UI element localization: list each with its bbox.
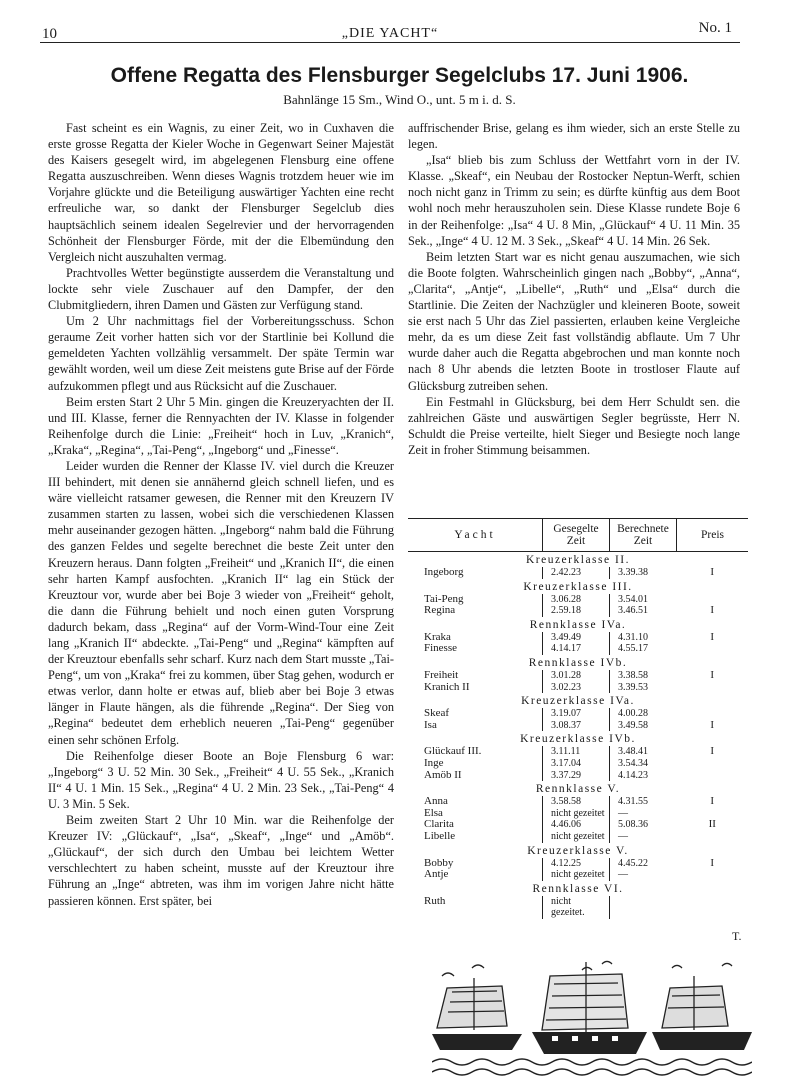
computed-time-column-header: Berechnete Zeit (610, 519, 677, 552)
prize-column-header: Preis (677, 519, 749, 552)
class-heading: Rennklasse IVa. (529, 618, 627, 631)
class-heading: Kreuzerklasse IVa. (521, 695, 635, 708)
sailed-time: 4.14.17 (543, 643, 610, 655)
paragraph: Fast scheint es ein Wagnis, zu einer Zeit, wo in Cuxhaven die erste grosse Regatta der Kieler Woche in Gegenwart Seiner Majestät des Kaisers gesegelt wird, im abgelegenen Flensburg eine offene Regatta auszuschreiben. Wenn dieses Wagnis trotzdem heuer wie im Vorjahre glückte und die Beteiligung auswärtiger Yachten eine recht erfreuliche war, so dankt der Flensburger Segelclub dies hauptsächlich seinem idealen Segelrevier und der hervorragenden Schönheit der Flensburger Förde, mit der die Elbemündung den Vergleich nicht auszuhalten vermag. (48, 121, 394, 264)
sailed-time: 2.59.18 (543, 605, 610, 617)
computed-time: 3.38.58 (618, 669, 648, 681)
class-heading-row (408, 655, 748, 670)
yacht-name: Skeaf (424, 707, 450, 720)
class-heading-row (408, 579, 748, 594)
sailed-time: 3.17.04 (543, 758, 610, 770)
yacht-name: Amöb II (424, 768, 462, 781)
class-heading: Rennklasse V. (535, 783, 621, 796)
yacht-name: Ingeborg (424, 566, 464, 578)
prize: I (710, 856, 715, 869)
sailed-time: 3.58.58 (543, 796, 610, 808)
table-row (408, 643, 748, 655)
table-row (408, 605, 748, 617)
class-heading-row (408, 617, 748, 632)
paragraph: Beim letzten Start war es nicht genau auszumachen, wie sich die Boote folgten. Wahrscheinlich gingen nach „Bobby“, „Anna“, „Clarita“, „Antje“, „Libelle“, „Ruth“ und „Elsa“ durch die Startlinie. Die Zeiten der Nachzügler und kleineren Boote, soweit sie erst nach 5 Uhr das Ziel passierten, erlauben keine Vergleiche mehr, da es um diese Zeit fast vollständig abflaute. Um 7 Uhr wurde daher auch die Regatta abgebrochen und man konnte noch nach 8 Uhr abends die letzten Boote in trostloser Flaute auf Glücksburg zutreiben sehen. (408, 249, 740, 393)
class-heading: Rennklasse IVb. (528, 656, 628, 669)
sailed-time: 3.02.23 (543, 682, 610, 694)
computed-time: 3.48.41 (618, 746, 648, 758)
yacht-name: Bobby (424, 856, 454, 869)
yacht-name: Clarita (424, 818, 454, 831)
running-header (40, 20, 740, 43)
table-row (408, 746, 748, 758)
computed-time: 3.39.53 (618, 681, 648, 693)
table-row (408, 831, 748, 843)
table-row (408, 770, 748, 782)
class-heading: Kreuzerklasse IVb. (520, 733, 636, 746)
table-row (408, 682, 748, 694)
paragraph: auffrischender Brise, gelang es ihm wieder, sich an erste Stelle zu legen. (408, 121, 740, 152)
sailed-time-column-header: Gesegelte Zeit (543, 519, 610, 552)
class-heading: Rennklasse VI. (532, 882, 624, 895)
sailed-time: 3.19.07 (543, 708, 610, 720)
class-heading-row (408, 781, 748, 796)
class-heading-row (408, 843, 748, 858)
prize (677, 643, 749, 655)
issue-number: No. 1 (698, 20, 732, 36)
paragraph: Um 2 Uhr nachmittags fiel der Vorbereitungsschuss. Schon geraume Zeit vorher hatten sich vor der Startlinie bei Kollund die gemeldeten Yachten vollzählig versammelt. Der späte Termin war gewählt worden, weil um diese Zeit meistens gute Brise auf der Förde aufzukommen pflegt und aus Rücksicht auf die Zuschauer. (48, 314, 394, 393)
yacht-name: Inge (424, 756, 444, 769)
sailed-time: nicht gezeitet. (543, 896, 610, 919)
table-row (408, 670, 748, 682)
prize: I (710, 745, 715, 758)
author-signature: T. (732, 929, 742, 943)
computed-time: — (618, 807, 628, 819)
prize (677, 831, 749, 843)
class-heading-row (408, 693, 748, 708)
paragraph: „Isa“ blieb bis zum Schluss der Wettfahrt vorn in der IV. Klasse. „Skeaf“, ein Neubau der Rostocker Neptun-Werft, schien noch nicht ganz in Trimm zu sein; es dürfte künftig aus dem Boot wohl noch mehr herauszuholen sein. Diese Klasse rundete Boje 6 in der Reihenfolge: „Isa“ 4 U. 8 Min, „Glückauf“ 4 U. 11 Min. 35 Sek., „Inge“ 4 U. 12 M. 3 Sek., „Skeaf“ 4 U. 14 Min. 26 Sek. (408, 153, 740, 248)
article-subtitle: Bahnlänge 15 Sm., Wind O., unt. 5 m i. d. S. (283, 92, 516, 107)
computed-time: 4.31.55 (618, 796, 648, 808)
yacht-name: Freiheit (424, 668, 459, 681)
sailed-time: nicht gezeitet (543, 808, 610, 820)
right-column (408, 120, 740, 458)
prize: I (710, 795, 715, 808)
computed-time: — (618, 830, 628, 842)
left-column (48, 120, 394, 909)
class-heading-row (408, 731, 748, 746)
paragraph: Ein Festmahl in Glücksburg, bei dem Herr Schuldt sen. die zahlreichen Gäste und auswärtigen Segler begrüsste, Herr N. Schuldt die Preise verteilte, hielt Sieger und Besiegte noch lange Zeit in froher Stimmung beisammen. (408, 394, 740, 457)
table-row (408, 567, 748, 579)
class-heading: Kreuzerklasse II. (525, 554, 631, 566)
class-heading: Kreuzerklasse III. (523, 580, 633, 593)
computed-time: 3.49.58 (618, 719, 648, 731)
class-heading-row (408, 881, 748, 896)
prize: I (710, 604, 715, 617)
prize (677, 682, 749, 694)
computed-time: 4.31.10 (618, 631, 648, 643)
table-row (408, 758, 748, 770)
table-row (408, 819, 748, 831)
yacht-name: Anna (424, 795, 448, 808)
computed-time: 5.08.36 (618, 819, 648, 831)
computed-time: — (618, 869, 628, 881)
prize (677, 708, 749, 720)
yacht-name: Kranich II (424, 680, 470, 693)
sailed-time: 4.12.25 (543, 858, 610, 870)
table-row (408, 708, 748, 720)
yacht-name: Ruth (424, 894, 446, 907)
computed-time: 3.54.34 (618, 757, 648, 769)
sailed-time: 3.11.11 (543, 746, 610, 758)
paragraph: Die Reihenfolge dieser Boote an Boje Flensburg 6 war: „Ingeborg“ 3 U. 52 Min. 30 Sek., „Freiheit“ 4 U. 55 Sek., „Kranich II“ 4 U. 1 Min. 15 Sek., „Regina“ 4 U. 2 Min. 23 Sek., „Tai-Peng“ 4 U. 3 Min. 5 Sek. (48, 748, 394, 811)
class-heading: Kreuzerklasse V. (527, 844, 629, 857)
computed-time (610, 896, 677, 919)
sailed-time: 2.42.23 (543, 567, 610, 579)
sailed-time: nicht gezeitet (543, 831, 610, 843)
prize (677, 770, 749, 782)
yacht-name: Libelle (424, 829, 456, 842)
paragraph: Leider wurden die Renner der Klasse IV. viel durch die Kreuzer III behindert, mit denen sie annähernd gleich schnell liefen, und es wäre vielleicht ratsamer gewesen, die Renner mit den Kreuzern IV zusammen starten zu lassen, wobei sich die verschiedenen Klassen mehr auseinander gezogen hätten. „Ingeborg“ nahm bald die Führung des ganzen Feldes und segelte berechnet die beste Zeit unter den Kreuzern heraus. Dann folgten „Freiheit“ und „Kranich II“, die einen sehr harten Kampf ausfochten. „Kranich II“ lag ein Stück der Kreuztour vor, wurde aber bei Boje 3 wieder von „Freiheit“ geholt, die dann die Führung behielt und noch einen guten Vorsprung dadurch bekam, dass „Regina“ auf der Vorm-Wind-Tour eine Zeit lang „Kranich II“ abdeckte. „Tai-Peng“ und „Regina“ kämpften auf der Kreuztour ebenfalls sehr scharf. Kurz nach dem Start musste „Tai-Peng“, um von „Kraka“ frei zu kommen, über Stag gehen, wodurch er etwas verlor, dann holte er etwas auf, blieb aber bei Boje 3 etwas länger in Flaute hängen, als die führende „Regina“. Der Sieg von „Regina“ bedeutet dem erheblich neueren „Tai-Peng“ gegenüber einen sehr schönen Erfolg. (48, 458, 394, 747)
table-row (408, 632, 748, 644)
article-title: Offene Regatta des Flensburger Segelclubs 17. Juni 1906. (110, 64, 689, 87)
yacht-column-header: Yacht (408, 519, 543, 552)
page-number: 10 (42, 26, 57, 42)
results-header-row (408, 519, 748, 552)
paragraph: Beim zweiten Start 2 Uhr 10 Min. war die Reihenfolge der Kreuzer IV: „Glückauf“, „Isa“, „Skeaf“, „Inge“ und „Amöb“. „Glückauf“, der sich durch den Umbau bei leichtem Wetter verschlechtert zu haben scheint, musste auf der Kreuztour ihre Führung an „Inge“ abtreten, was ihm im vorigen Jahre nicht hätte passieren können. Erst später, bei (48, 813, 394, 908)
computed-time: 4.45.22 (618, 857, 648, 869)
table-row (408, 896, 748, 919)
prize (677, 758, 749, 770)
sailed-time: 3.49.49 (543, 632, 610, 644)
computed-time: 3.46.51 (618, 605, 648, 617)
paragraph: Prachtvolles Wetter begünstigte ausserdem die Veranstaltung und lockte sehr viele Zuschauer auf den Dampfer, der den Clubmitgliedern, ihren Damen und Gästen zur Verfügung stand. (48, 265, 394, 313)
results-table (408, 518, 748, 919)
prize: I (710, 566, 715, 578)
yacht-name: Elsa (424, 806, 443, 819)
yacht-name: Finesse (424, 642, 457, 655)
results-table-container (408, 518, 748, 919)
sailed-time: 3.01.28 (543, 670, 610, 682)
sailed-time: 4.46.06 (543, 819, 610, 831)
yacht-name: Tai-Peng (424, 592, 464, 605)
computed-time: 3.39.38 (618, 567, 648, 578)
prize: I (710, 668, 715, 681)
prize (677, 896, 749, 919)
prize: I (710, 718, 715, 731)
sailed-time: nicht gezeitet (543, 869, 610, 881)
yacht-name: Kraka (424, 630, 451, 643)
table-row (408, 796, 748, 808)
paragraph: Beim ersten Start 2 Uhr 5 Min. gingen die Kreuzeryachten der II. und III. Klasse, ferner die Rennyachten der IV. Klasse in folgender Reihenfolge durch die Linie: „Freiheit“ hoch in Luv, „Kranich“, „Kraka“, „Regina“, „Tai-Peng“, „Ingeborg“ und „Finesse“. (48, 394, 394, 457)
prize (677, 869, 749, 881)
class-heading-row (408, 552, 748, 568)
computed-time: 4.14.23 (618, 769, 648, 781)
table-row (408, 594, 748, 606)
sailed-time: 3.06.28 (543, 594, 610, 606)
computed-time: 3.54.01 (618, 593, 648, 605)
prize: I (710, 630, 715, 643)
yacht-name: Regina (424, 604, 456, 617)
table-row (408, 808, 748, 820)
sailed-time: 3.37.29 (543, 770, 610, 782)
yacht-name: Antje (424, 868, 449, 881)
results-body (408, 552, 748, 919)
table-row (408, 869, 748, 881)
sailed-time: 3.08.37 (543, 720, 610, 732)
yacht-name: Isa (424, 718, 437, 731)
yacht-name: Glückauf III. (424, 745, 482, 758)
sailing-ships-icon (432, 958, 752, 1082)
table-row (408, 858, 748, 870)
prize: II (708, 818, 716, 831)
computed-time: 4.00.28 (618, 708, 648, 720)
magazine-title: „DIE YACHT“ (341, 26, 439, 41)
table-row (408, 720, 748, 732)
computed-time: 4.55.17 (618, 643, 648, 655)
